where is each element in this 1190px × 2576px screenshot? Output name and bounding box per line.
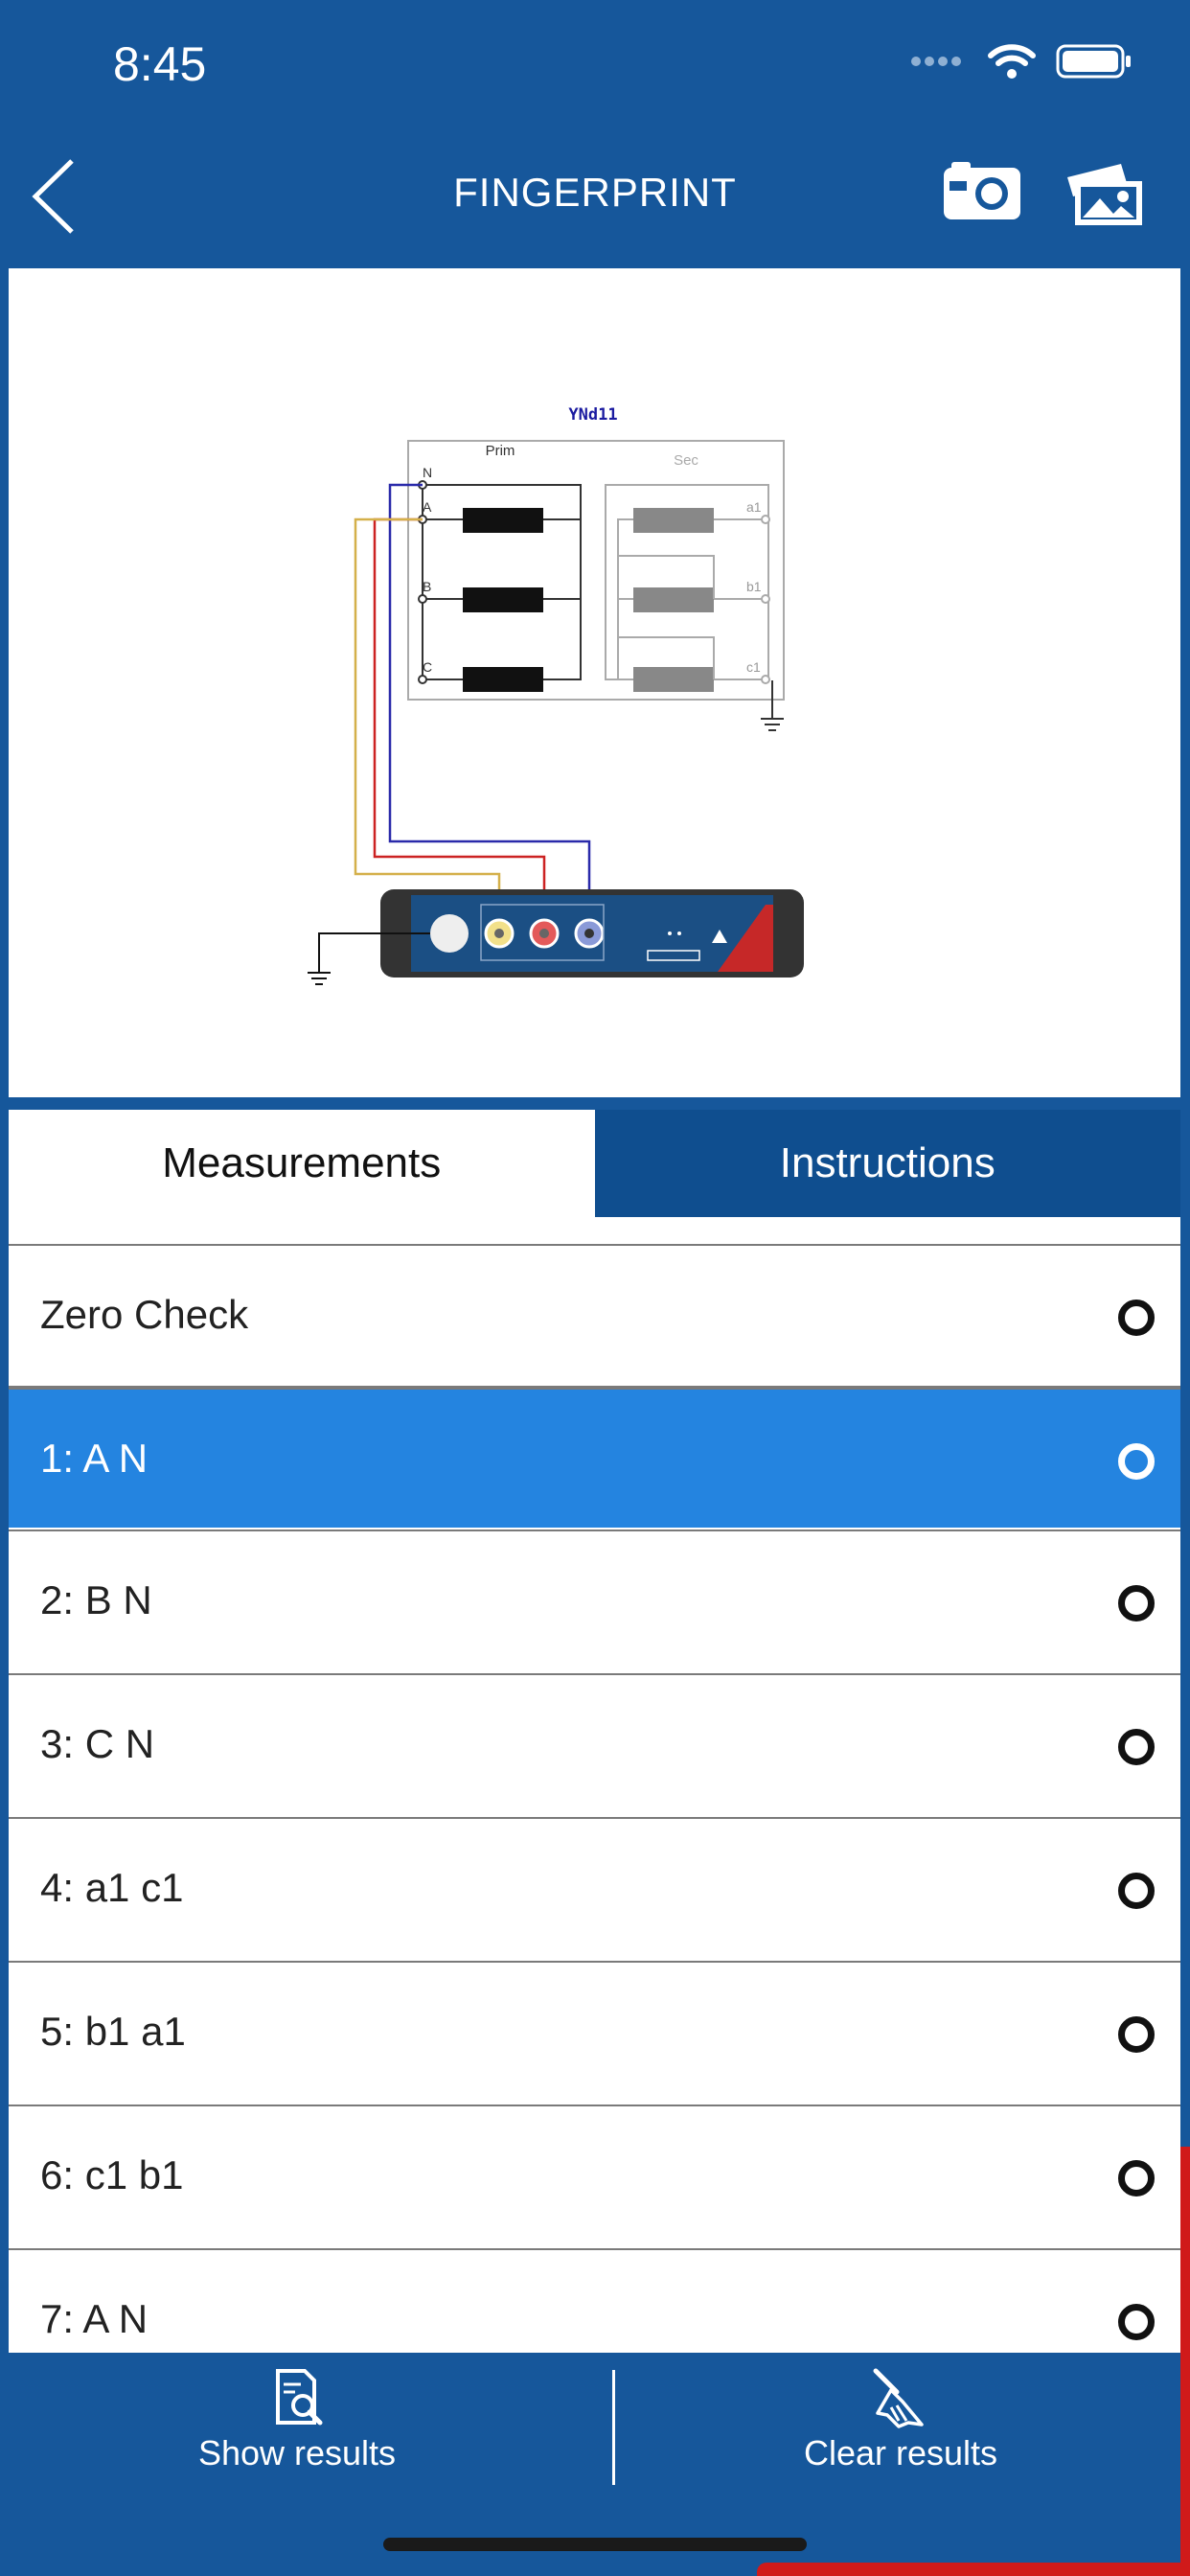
edge-accent — [1180, 2147, 1190, 2576]
status-bar — [0, 0, 1190, 129]
status-icons — [910, 42, 1133, 80]
cellular-signal-icon — [910, 52, 968, 71]
prim-label: Prim — [485, 443, 515, 459]
terminal-a1-label: a1 — [746, 499, 762, 515]
list-item-1[interactable] — [9, 1386, 1180, 1528]
image-gallery-icon — [1064, 160, 1144, 227]
list-item-label: 2: B N — [40, 1577, 152, 1622]
status-circle-icon — [1118, 1443, 1155, 1480]
tab-instructions[interactable]: Instructions — [595, 1110, 1181, 1217]
terminal-b-label: B — [423, 579, 432, 594]
status-circle-icon — [1118, 1873, 1155, 1909]
terminal-b1-label: b1 — [746, 579, 762, 594]
list-item-7[interactable] — [9, 2248, 1180, 2353]
list-item-6[interactable] — [9, 2104, 1180, 2246]
list-item-label: 1: A N — [40, 1436, 149, 1481]
sec-label: Sec — [674, 452, 698, 469]
list-item-label: 5: b1 a1 — [40, 2009, 186, 2054]
list-item-2[interactable] — [9, 1530, 1180, 1671]
segmented-tabs — [9, 1110, 1180, 1217]
clear-results-button[interactable] — [604, 2353, 1190, 2506]
list-item-label: 4: a1 c1 — [40, 1865, 184, 1910]
list-item-label: 6: c1 b1 — [40, 2152, 184, 2197]
tab-measurements[interactable]: Measurements — [9, 1110, 595, 1217]
clear-results-label: Clear results — [803, 2433, 998, 2472]
status-circle-icon — [1118, 2160, 1155, 2196]
list-item-4[interactable] — [9, 1817, 1180, 1959]
show-results-label: Show results — [197, 2433, 397, 2472]
measurement-list — [9, 1217, 1180, 2353]
list-item-label: 3: C N — [40, 1721, 155, 1766]
gallery-button[interactable] — [1064, 160, 1150, 237]
list-item-label: Zero Check — [40, 1292, 249, 1337]
broom-icon — [870, 2367, 931, 2428]
list-item-5[interactable] — [9, 1961, 1180, 2103]
wifi-icon — [987, 42, 1037, 80]
show-results-button[interactable] — [0, 2353, 594, 2506]
list-item-zero-check[interactable] — [9, 1244, 1180, 1386]
search-document-icon — [266, 2367, 328, 2428]
status-circle-icon — [1118, 1585, 1155, 1622]
status-circle-icon — [1118, 2016, 1155, 2053]
nav-header — [0, 129, 1190, 268]
terminal-c1-label: c1 — [746, 659, 761, 675]
battery-icon — [1056, 42, 1133, 80]
status-time: 8:45 — [113, 37, 207, 91]
wiring-diagram — [9, 268, 1180, 1097]
status-circle-icon — [1118, 2304, 1155, 2340]
vector-group-label: YNd11 — [568, 405, 618, 425]
status-circle-icon — [1118, 1729, 1155, 1765]
list-item-3[interactable] — [9, 1673, 1180, 1815]
camera-button[interactable] — [942, 160, 1028, 237]
status-circle-icon — [1118, 1300, 1155, 1336]
list-item-label: 7: A N — [40, 2296, 149, 2341]
camera-icon — [942, 160, 1022, 221]
page-title: FINGERPRINT — [453, 170, 737, 215]
terminal-a-label: A — [423, 499, 432, 515]
terminal-n-label: N — [423, 465, 433, 480]
home-indicator[interactable] — [383, 2538, 807, 2551]
transformer-diagram — [9, 268, 1180, 1097]
terminal-c-label: C — [423, 659, 433, 675]
bottom-accent — [757, 2563, 1190, 2576]
